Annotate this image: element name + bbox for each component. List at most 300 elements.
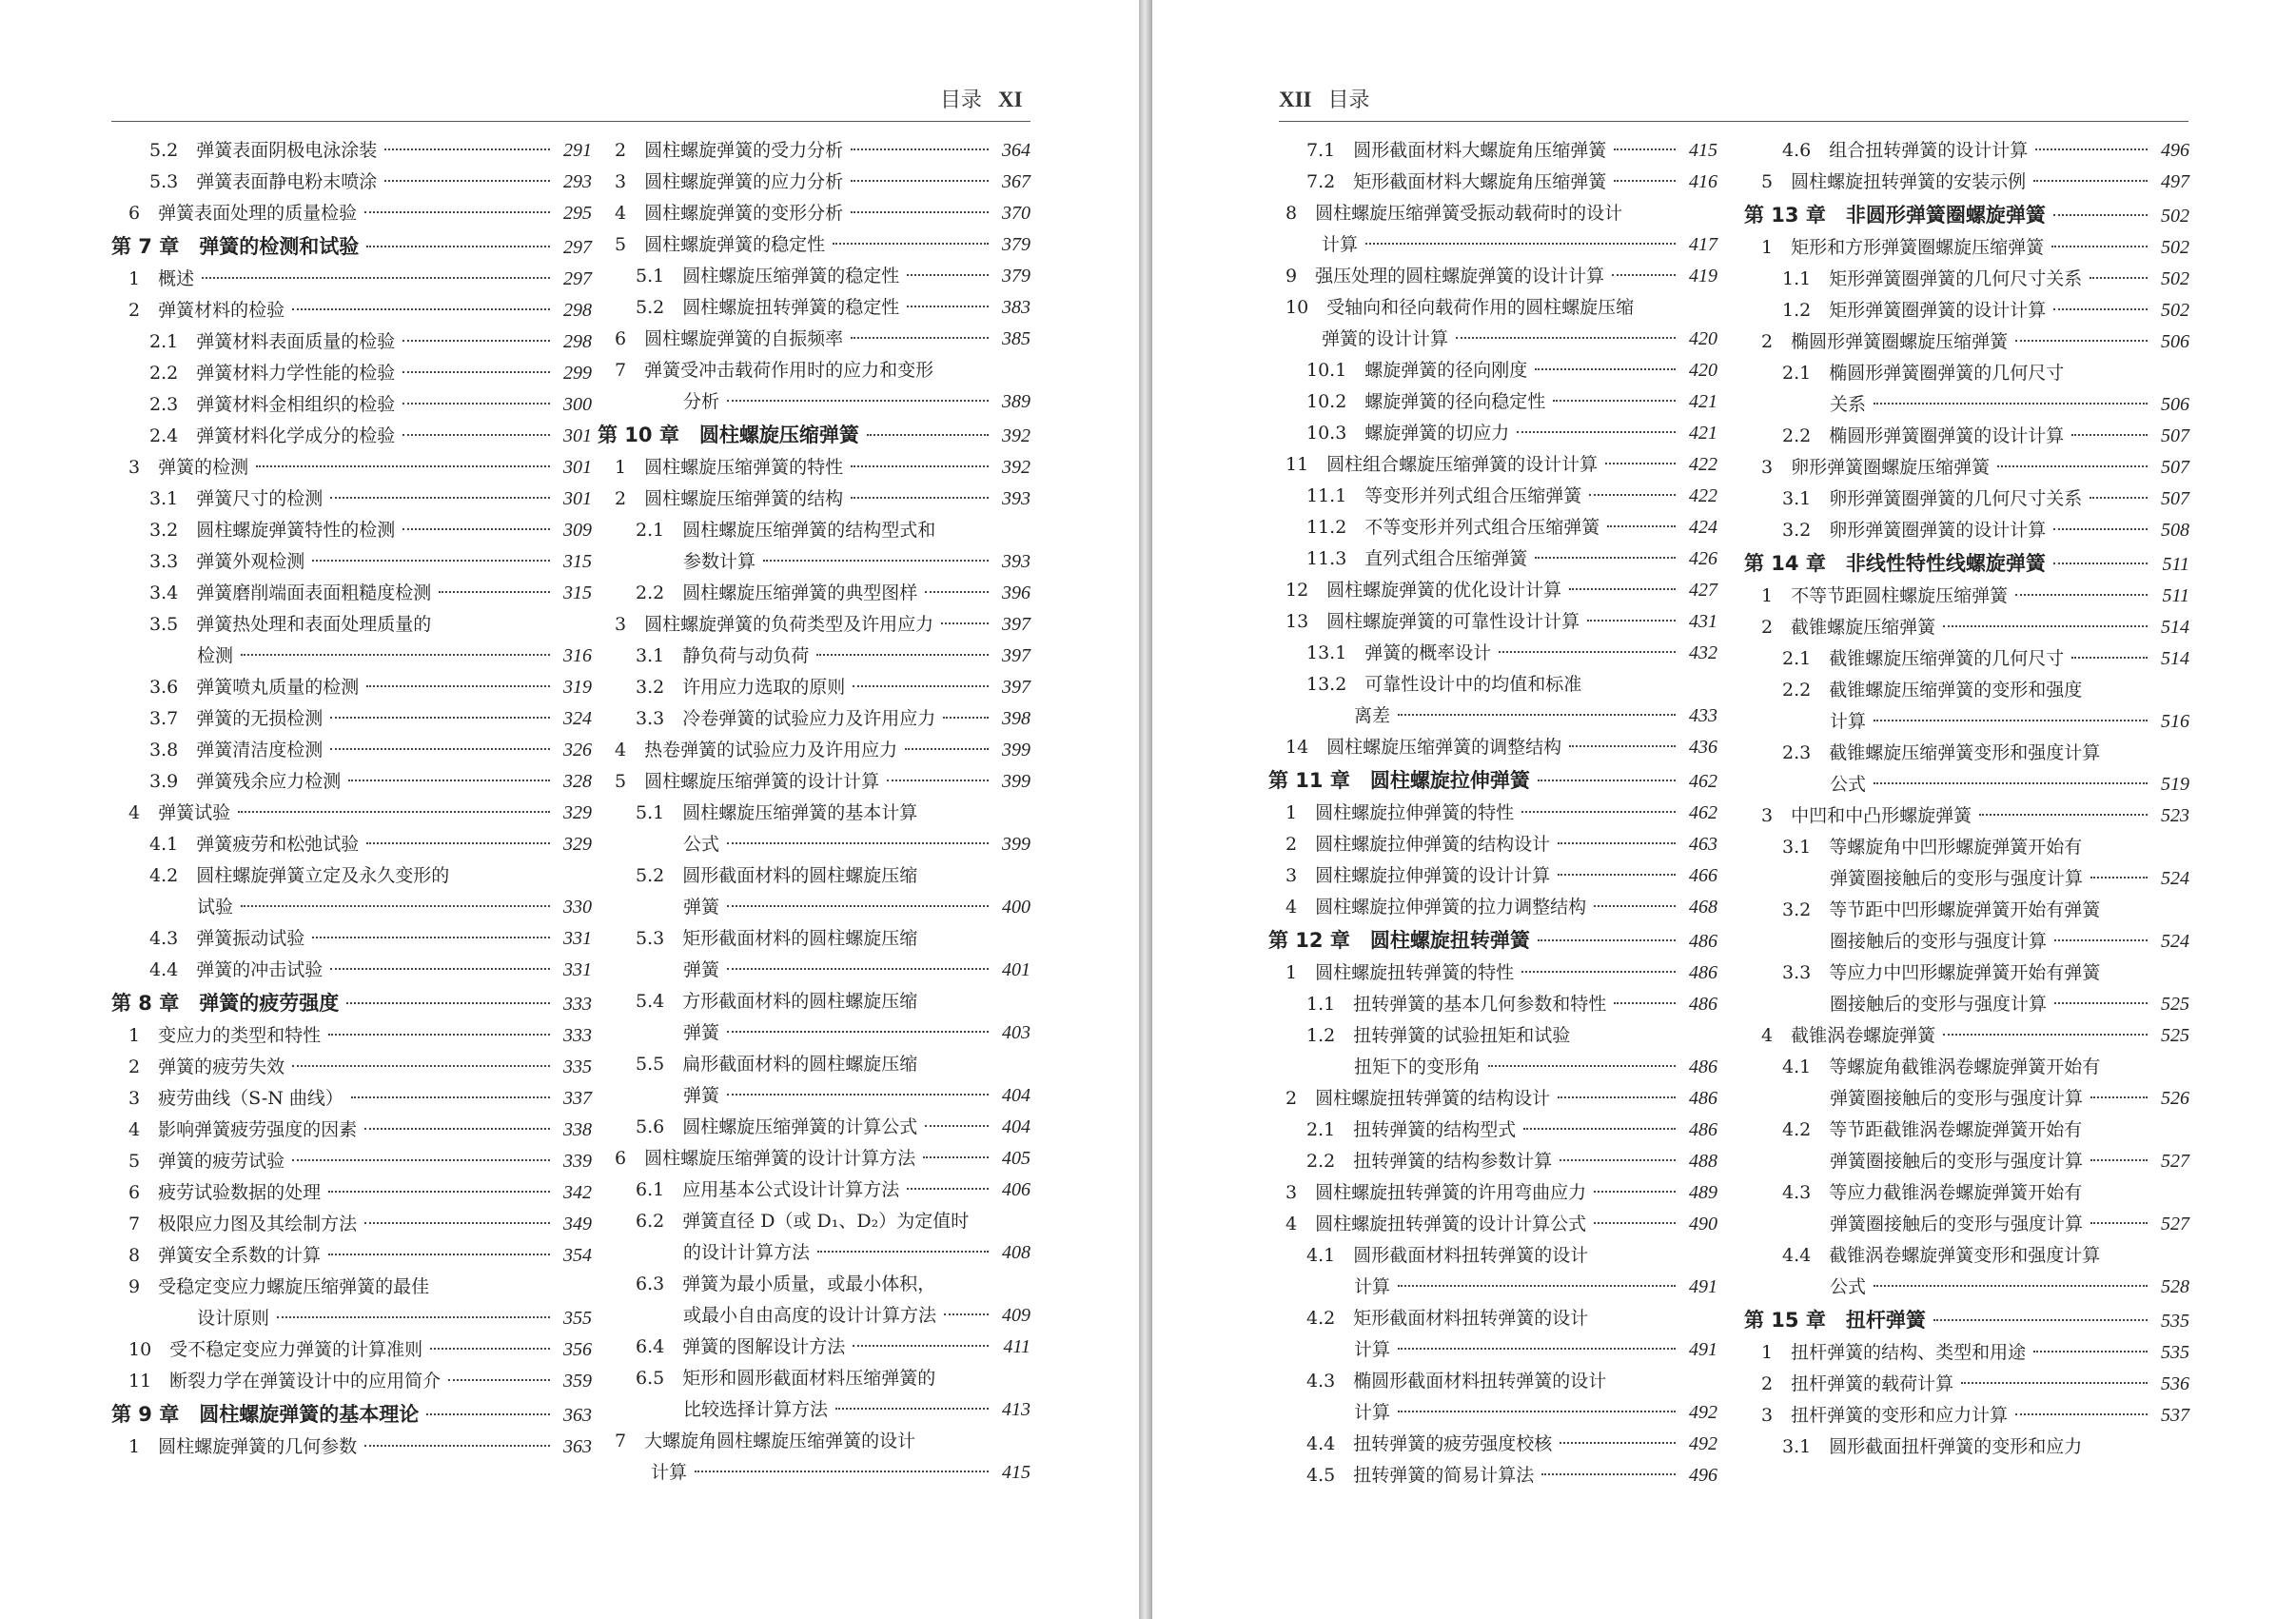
toc-entry-title: 5 圆柱螺旋压缩弹簧的设计计算 xyxy=(615,771,880,792)
toc-page-number: 415 xyxy=(1002,1462,1030,1483)
toc-entry-title: 第 10 章 圆柱螺旋压缩弹簧 xyxy=(598,424,859,446)
toc-page-number: 329 xyxy=(563,802,592,823)
dot-leader xyxy=(439,591,550,593)
toc-entry-title: 10 受轴向和径向载荷作用的圆柱螺旋压缩 xyxy=(1285,297,1635,318)
toc-entry xyxy=(1744,1431,2189,1463)
toc-page-number: 527 xyxy=(2161,1151,2189,1172)
dot-leader xyxy=(292,308,550,310)
toc-entry-title: 第 15 章 扭杆弹簧 xyxy=(1744,1309,1926,1332)
toc-entry xyxy=(1268,543,1717,575)
toc-page-number: 363 xyxy=(563,1436,592,1457)
toc-entry-title: 4.4 弹簧的冲击试验 xyxy=(149,959,324,980)
dot-leader xyxy=(727,842,989,844)
toc-entry-title: 3.6 弹簧喷丸质量的检测 xyxy=(149,677,360,698)
toc-entry-title: 1.2 扭转弹簧的试验扭矩和试验 xyxy=(1306,1025,1571,1046)
toc-column xyxy=(1744,135,2189,1463)
toc-page-number: 404 xyxy=(1002,1085,1030,1106)
toc-entry xyxy=(598,735,1030,766)
toc-page-number: 316 xyxy=(563,645,592,666)
toc-entry xyxy=(111,421,592,452)
toc-entry xyxy=(1744,738,2189,769)
toc-entry xyxy=(111,264,592,295)
toc-page-number: 535 xyxy=(2161,1311,2189,1332)
dot-leader xyxy=(816,654,989,656)
dot-leader xyxy=(364,1128,550,1130)
toc-entry-title: 1.2 矩形弹簧圈弹簧的设计计算 xyxy=(1782,300,2047,321)
toc-page-number: 297 xyxy=(563,237,592,258)
toc-page-number: 492 xyxy=(1689,1433,1717,1454)
toc-entry xyxy=(1744,167,2189,198)
toc-page-number: 405 xyxy=(1002,1148,1030,1169)
toc-entry xyxy=(1268,1429,1717,1460)
toc-entry xyxy=(1744,675,2189,706)
toc-entry xyxy=(111,198,592,229)
toc-entry-title: 14 圆柱螺旋压缩弹簧的调整结构 xyxy=(1285,737,1562,758)
toc-page-number: 397 xyxy=(1002,614,1030,635)
toc-entry-title: 1 圆柱螺旋扭转弹簧的特性 xyxy=(1285,962,1515,983)
toc-entry xyxy=(111,1272,592,1303)
dot-leader xyxy=(2090,1159,2148,1161)
toc-entry-title: 弹簧 xyxy=(683,1022,720,1043)
toc-entry xyxy=(598,860,1030,892)
toc-entry-title: 4.4 截锥涡卷螺旋弹簧变形和强度计算 xyxy=(1782,1245,2101,1266)
dot-leader xyxy=(1558,1096,1676,1098)
toc-entry-title: 圈接触后的变形与强度计算 xyxy=(1830,994,2048,1015)
toc-entry xyxy=(1268,418,1717,449)
page-header xyxy=(940,84,1023,113)
toc-entry-title: 3 卵形弹簧圈螺旋压缩弹簧 xyxy=(1761,457,1991,478)
page-number-roman: XI xyxy=(998,88,1023,111)
dot-leader xyxy=(1558,874,1676,876)
header-label: 目录 xyxy=(940,89,983,112)
toc-entry-title: 检测 xyxy=(197,645,234,666)
toc-entry xyxy=(111,703,592,735)
dot-leader xyxy=(241,654,550,656)
toc-entry xyxy=(1744,706,2189,738)
toc-page-number: 301 xyxy=(563,425,592,446)
toc-entry xyxy=(1268,229,1717,261)
dot-leader xyxy=(1874,1285,2148,1287)
dot-leader xyxy=(366,246,550,247)
toc-entry xyxy=(598,1175,1030,1206)
toc-entry xyxy=(1744,326,2189,358)
toc-entry xyxy=(111,1303,592,1334)
toc-entry xyxy=(598,386,1030,418)
toc-entry xyxy=(111,389,592,421)
toc-page-number: 507 xyxy=(2161,488,2189,509)
toc-entry-title: 弹簧圈接触后的变形与强度计算 xyxy=(1830,1088,2084,1109)
toc-page-number: 489 xyxy=(1689,1182,1717,1203)
toc-entry-title: 计算 xyxy=(1322,234,1359,255)
toc-entry-title: 3 圆柱螺旋弹簧的负荷类型及许用应力 xyxy=(615,614,934,635)
dot-leader xyxy=(2015,340,2148,342)
dot-leader xyxy=(1943,625,2148,627)
toc-page-number: 315 xyxy=(563,582,592,603)
toc-entry xyxy=(598,1394,1030,1426)
toc-entry-title: 2 扭杆弹簧的载荷计算 xyxy=(1761,1373,1954,1394)
dot-leader xyxy=(2053,308,2148,310)
dot-leader xyxy=(907,274,989,276)
toc-entry-title: 1 圆柱螺旋弹簧的几何参数 xyxy=(128,1436,358,1457)
toc-page-number: 333 xyxy=(563,1025,592,1046)
toc-entry xyxy=(598,167,1030,198)
toc-entry xyxy=(1744,989,2189,1020)
toc-entry xyxy=(111,1177,592,1209)
toc-entry xyxy=(598,703,1030,735)
toc-entry xyxy=(598,546,1030,578)
toc-column xyxy=(598,135,1030,1489)
toc-entry-title: 1 不等节距圆柱螺旋压缩弹簧 xyxy=(1761,585,2009,606)
dot-leader xyxy=(1979,814,2148,816)
dot-leader xyxy=(851,497,989,499)
toc-entry-title: 1 圆柱螺旋压缩弹簧的特性 xyxy=(615,457,844,478)
toc-entry xyxy=(598,798,1030,829)
dot-leader xyxy=(364,1222,550,1224)
toc-entry-title: 5 弹簧的疲劳试验 xyxy=(128,1151,285,1172)
toc-page-number: 379 xyxy=(1002,234,1030,255)
dot-leader xyxy=(1605,463,1676,464)
toc-entry-title: 2 圆柱螺旋扭转弹簧的结构设计 xyxy=(1285,1088,1551,1109)
toc-page-number: 507 xyxy=(2161,425,2189,446)
dot-leader xyxy=(943,717,989,719)
toc-entry xyxy=(598,766,1030,798)
toc-entry xyxy=(111,295,592,326)
toc-entry-title: 4 圆柱螺旋拉伸弹簧的拉力调整结构 xyxy=(1285,897,1587,918)
toc-entry xyxy=(1268,1272,1717,1303)
dot-leader xyxy=(851,211,989,213)
toc-entry-title: 弹簧圈接触后的变形与强度计算 xyxy=(1830,1214,2084,1234)
toc-entry xyxy=(1268,167,1717,198)
toc-entry-title: 3.1 静负荷与动负荷 xyxy=(636,645,810,666)
toc-entry-title: 3.1 等螺旋角中凹形螺旋弹簧开始有 xyxy=(1782,837,2083,858)
toc-entry xyxy=(1744,643,2189,675)
toc-entry xyxy=(111,1052,592,1083)
toc-page-number: 466 xyxy=(1689,865,1717,886)
toc-entry xyxy=(598,515,1030,546)
toc-entry xyxy=(598,324,1030,355)
toc-entry xyxy=(1268,669,1717,701)
dot-leader xyxy=(1569,588,1676,590)
dot-leader xyxy=(202,277,550,279)
toc-entry xyxy=(1268,481,1717,512)
dot-leader xyxy=(2015,1413,2148,1415)
toc-page-number: 364 xyxy=(1002,140,1030,161)
toc-entry-title: 3.2 许用应力选取的原则 xyxy=(636,677,846,698)
toc-entry xyxy=(1268,958,1717,989)
toc-page-number: 301 xyxy=(563,488,592,509)
toc-page-number: 406 xyxy=(1002,1179,1030,1200)
dot-leader xyxy=(1560,1442,1676,1444)
dot-leader xyxy=(1560,1159,1676,1161)
dot-leader xyxy=(346,1002,550,1004)
toc-page-number: 392 xyxy=(1002,425,1030,446)
toc-entry xyxy=(598,1237,1030,1269)
toc-entry-title: 9 强压处理的圆柱螺旋弹簧的设计计算 xyxy=(1285,266,1605,286)
toc-page-number: 342 xyxy=(563,1182,592,1203)
toc-entry xyxy=(1744,1115,2189,1146)
toc-entry xyxy=(1744,769,2189,800)
dot-leader xyxy=(2090,497,2148,499)
dot-leader xyxy=(312,560,550,562)
dot-leader xyxy=(1607,525,1676,527)
toc-entry-title: 1 变应力的类型和特性 xyxy=(128,1025,322,1046)
toc-page-number: 397 xyxy=(1002,645,1030,666)
dot-leader xyxy=(1614,1002,1676,1004)
toc-page-number: 486 xyxy=(1689,962,1717,983)
dot-leader xyxy=(1594,1191,1676,1193)
toc-entry-title: 3.5 弹簧热处理和表面处理质量的 xyxy=(149,614,432,635)
toc-page-number: 462 xyxy=(1689,771,1717,792)
toc-entry-title: 3 圆柱螺旋弹簧的应力分析 xyxy=(615,171,844,192)
toc-page-number: 330 xyxy=(563,897,592,918)
toc-page-number: 514 xyxy=(2161,648,2189,669)
toc-entry-title: 8 圆柱螺旋压缩弹簧受振动载荷时的设计 xyxy=(1285,203,1623,224)
toc-entry-title: 9 受稳定变应力螺旋压缩弹簧的最佳 xyxy=(128,1276,430,1297)
toc-entry xyxy=(1744,295,2189,326)
toc-entry-title: 5.3 弹簧表面静电粉末喷涂 xyxy=(149,171,378,192)
right-page xyxy=(1152,0,2296,1619)
dot-leader xyxy=(817,1251,989,1253)
toc-entry xyxy=(598,452,1030,484)
toc-page-number: 297 xyxy=(563,268,592,289)
toc-entry xyxy=(1268,860,1717,892)
toc-entry-title: 7 大螺旋角圆柱螺旋压缩弹簧的设计 xyxy=(615,1431,916,1451)
dot-leader xyxy=(1874,782,2148,784)
dot-leader xyxy=(1535,368,1676,370)
toc-column xyxy=(1268,135,1717,1491)
toc-page-number: 431 xyxy=(1689,611,1717,632)
dot-leader xyxy=(2035,148,2148,150)
toc-page-number: 421 xyxy=(1689,423,1717,444)
toc-entry xyxy=(111,1115,592,1146)
dot-leader xyxy=(1541,1473,1676,1475)
toc-entry xyxy=(598,1080,1030,1112)
dot-leader xyxy=(330,968,550,970)
toc-page-number: 506 xyxy=(2161,394,2189,415)
toc-entry xyxy=(1268,512,1717,543)
toc-entry xyxy=(598,892,1030,923)
dot-leader xyxy=(944,1313,989,1315)
toc-entry xyxy=(598,1269,1030,1300)
toc-entry-title: 10.1 螺旋弹簧的径向刚度 xyxy=(1306,360,1528,381)
toc-entry xyxy=(111,1083,592,1115)
toc-entry xyxy=(1268,324,1717,355)
dot-leader xyxy=(292,1159,550,1161)
dot-leader xyxy=(853,685,989,687)
toc-entry xyxy=(598,1049,1030,1080)
toc-entry xyxy=(1744,389,2189,421)
toc-entry xyxy=(598,198,1030,229)
toc-page-number: 295 xyxy=(563,203,592,224)
toc-entry-title: 2 圆柱螺旋弹簧的受力分析 xyxy=(615,140,844,161)
toc-entry-title: 5 圆柱螺旋扭转弹簧的安装示例 xyxy=(1761,171,2027,192)
toc-entry xyxy=(1268,732,1717,763)
dot-leader xyxy=(1933,1319,2148,1321)
toc-page-number: 496 xyxy=(1689,1465,1717,1486)
dot-leader xyxy=(402,434,550,436)
toc-entry-title: 4 圆柱螺旋弹簧的变形分析 xyxy=(615,203,844,224)
toc-page-number: 331 xyxy=(563,959,592,980)
toc-entry-title: 1.1 扭转弹簧的基本几何参数和特性 xyxy=(1306,994,1607,1015)
toc-page-number: 416 xyxy=(1689,171,1717,192)
dot-leader xyxy=(2053,563,2148,564)
toc-entry xyxy=(111,798,592,829)
toc-page-number: 417 xyxy=(1689,234,1717,255)
toc-entry xyxy=(1744,515,2189,546)
dot-leader xyxy=(430,1348,550,1350)
dot-leader xyxy=(941,622,989,624)
dot-leader xyxy=(277,1316,550,1318)
toc-page-number: 299 xyxy=(563,363,592,384)
toc-entry-title: 3 中凹和中凸形螺旋弹簧 xyxy=(1761,805,1972,826)
toc-entry xyxy=(1268,1366,1717,1397)
dot-leader xyxy=(1538,780,1676,781)
toc-page-number: 497 xyxy=(2161,171,2189,192)
toc-page-number: 339 xyxy=(563,1151,592,1172)
dot-leader xyxy=(402,340,550,342)
toc-entry-title: 4.1 等螺旋角截锥涡卷螺旋弹簧开始有 xyxy=(1782,1056,2101,1077)
toc-entry xyxy=(598,1206,1030,1237)
toc-page-number: 525 xyxy=(2161,1025,2189,1046)
toc-entry-title: 3.3 弹簧外观检测 xyxy=(149,551,305,572)
toc-page-number: 356 xyxy=(563,1339,592,1360)
toc-entry-title: 2 弹簧的疲劳失效 xyxy=(128,1056,285,1077)
dot-leader xyxy=(2090,877,2148,879)
toc-entry-title: 6.1 应用基本公式设计计算方法 xyxy=(636,1179,900,1200)
toc-entry-title: 13.2 可靠性设计中的均值和标准 xyxy=(1306,674,1582,695)
toc-entry-title: 6 疲劳试验数据的处理 xyxy=(128,1182,322,1203)
toc-page-number: 411 xyxy=(1003,1336,1030,1357)
dot-leader xyxy=(1874,403,2148,405)
toc-entry-title: 5.1 圆柱螺旋压缩弹簧的稳定性 xyxy=(636,266,900,286)
toc-page-number: 421 xyxy=(1689,391,1717,412)
dot-leader xyxy=(1521,971,1676,973)
toc-entry-title: 弹簧圈接触后的变形与强度计算 xyxy=(1830,868,2084,889)
dot-leader xyxy=(727,1031,989,1033)
toc-entry-title: 4 截锥涡卷螺旋弹簧 xyxy=(1761,1025,1936,1046)
toc-entry-title: 2.2 截锥螺旋压缩弹簧的变形和强度 xyxy=(1782,680,2083,701)
dot-leader xyxy=(1614,148,1676,150)
toc-entry xyxy=(598,1143,1030,1175)
toc-entry-title: 4.2 等节距截锥涡卷螺旋弹簧开始有 xyxy=(1782,1119,2083,1140)
toc-entry-title: 离差 xyxy=(1354,705,1391,726)
toc-entry xyxy=(1268,1146,1717,1177)
toc-page-number: 399 xyxy=(1002,771,1030,792)
toc-page-number: 523 xyxy=(2161,805,2189,826)
toc-chapter-entry xyxy=(111,1397,592,1431)
dot-leader xyxy=(1456,337,1676,339)
toc-page-number: 488 xyxy=(1689,1151,1717,1172)
dot-leader xyxy=(905,748,989,750)
toc-entry-title: 10.3 螺旋弹簧的切应力 xyxy=(1306,423,1510,444)
toc-page-number: 403 xyxy=(1002,1022,1030,1043)
toc-page-number: 511 xyxy=(2162,554,2189,575)
toc-page-number: 400 xyxy=(1002,897,1030,918)
dot-leader xyxy=(1614,180,1676,182)
toc-chapter-entry xyxy=(1744,198,2189,232)
toc-entry xyxy=(598,609,1030,641)
header-rule xyxy=(111,121,1030,122)
toc-page-number: 490 xyxy=(1689,1214,1717,1234)
toc-entry xyxy=(598,641,1030,672)
dot-leader xyxy=(727,1094,989,1096)
toc-page-number: 331 xyxy=(563,928,592,949)
toc-entry xyxy=(1268,1334,1717,1366)
toc-page-number: 486 xyxy=(1689,1056,1717,1077)
toc-chapter-entry xyxy=(1268,763,1717,798)
dot-leader xyxy=(923,1156,989,1158)
toc-entry-title: 3.1 卵形弹簧圈弹簧的几何尺寸关系 xyxy=(1782,488,2083,509)
toc-page-number: 486 xyxy=(1689,1088,1717,1109)
toc-entry-title: 11.1 等变形并列式组合压缩弹簧 xyxy=(1306,485,1582,506)
toc-entry-title: 2.2 椭圆形弹簧圈弹簧的设计计算 xyxy=(1782,425,2065,446)
toc-entry xyxy=(1744,358,2189,389)
toc-entry-title: 第 7 章 弹簧的检测和试验 xyxy=(111,235,360,258)
toc-entry-title: 3 疲劳曲线（S-N 曲线） xyxy=(128,1088,343,1109)
toc-page-number: 463 xyxy=(1689,834,1717,855)
dot-leader xyxy=(2033,180,2148,182)
toc-page-number: 536 xyxy=(2161,1373,2189,1394)
dot-leader xyxy=(1943,1034,2148,1036)
toc-entry xyxy=(1744,1369,2189,1400)
dot-leader xyxy=(256,465,550,467)
toc-page-number: 401 xyxy=(1002,959,1030,980)
page-number-roman: XII xyxy=(1279,88,1312,111)
toc-entry xyxy=(1268,1240,1717,1272)
dot-leader xyxy=(2051,246,2148,247)
toc-entry-title: 2 椭圆形弹簧圈螺旋压缩弹簧 xyxy=(1761,331,2009,352)
toc-entry xyxy=(111,515,592,546)
toc-page-number: 300 xyxy=(563,394,592,415)
toc-entry xyxy=(111,135,592,167)
toc-entry-title: 7 极限应力图及其绘制方法 xyxy=(128,1214,358,1234)
dot-leader xyxy=(330,717,550,719)
toc-page-number: 408 xyxy=(1002,1242,1030,1263)
dot-leader xyxy=(292,1065,550,1067)
toc-entry-title: 3 圆柱螺旋拉伸弹簧的设计计算 xyxy=(1285,865,1551,886)
toc-page-number: 496 xyxy=(2161,140,2189,161)
toc-entry xyxy=(598,986,1030,1017)
toc-page-number: 404 xyxy=(1002,1116,1030,1137)
toc-entry xyxy=(1268,606,1717,638)
toc-page-number: 397 xyxy=(1002,677,1030,698)
dot-leader xyxy=(835,1408,989,1410)
toc-entry-title: 11.3 直列式组合压缩弹簧 xyxy=(1306,548,1528,569)
dot-leader xyxy=(867,434,989,436)
toc-entry-title: 6.5 矩形和圆形截面材料压缩弹簧的 xyxy=(636,1368,936,1389)
dot-leader xyxy=(2053,214,2148,216)
toc-page-number: 525 xyxy=(2161,994,2189,1015)
toc-entry-title: 3.2 圆柱螺旋弹簧特性的检测 xyxy=(149,520,396,541)
toc-entry-title: 5.1 圆柱螺旋压缩弹簧的基本计算 xyxy=(636,802,918,823)
dot-leader xyxy=(1398,1411,1676,1412)
toc-entry-title: 10 受不稳定变应力弹簧的计算准则 xyxy=(128,1339,423,1360)
toc-page-number: 315 xyxy=(563,551,592,572)
toc-entry-title: 试验 xyxy=(197,897,234,918)
toc-chapter-entry xyxy=(111,229,592,264)
toc-entry xyxy=(111,578,592,609)
toc-page-number: 399 xyxy=(1002,740,1030,760)
toc-entry-title: 公式 xyxy=(683,834,720,855)
toc-page-number: 486 xyxy=(1689,994,1717,1015)
toc-entry-title: 7.2 矩形截面材料大螺旋角压缩弹簧 xyxy=(1306,171,1607,192)
toc-entry-title: 4.2 矩形截面材料扭转弹簧的设计 xyxy=(1306,1308,1589,1329)
toc-entry xyxy=(111,672,592,703)
dot-leader xyxy=(727,968,989,970)
dot-leader xyxy=(2090,277,2148,279)
dot-leader xyxy=(2090,1222,2148,1224)
toc-entry xyxy=(1268,386,1717,418)
